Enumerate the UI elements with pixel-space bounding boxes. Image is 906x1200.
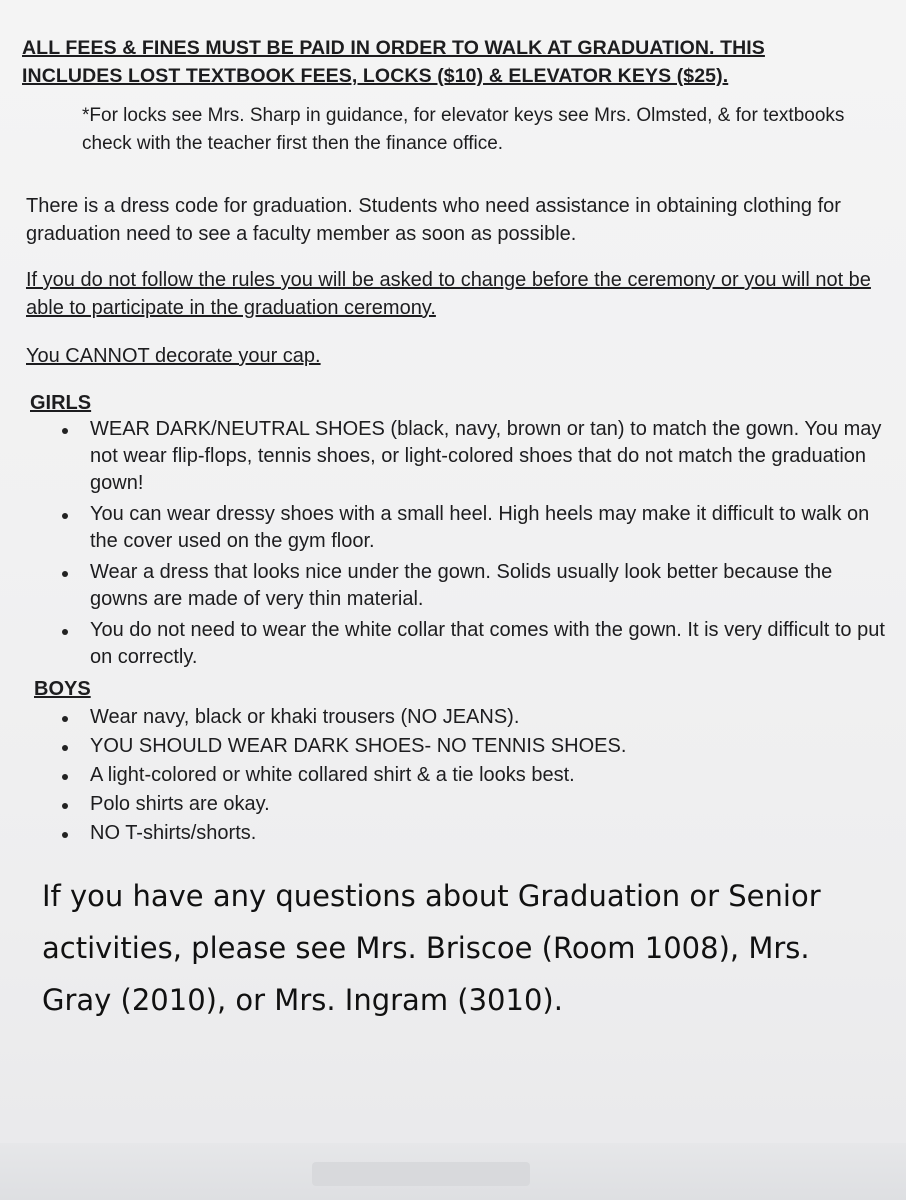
fees-heading-line-2: INCLUDES LOST TEXTBOOK FEES, LOCKS ($10) & ELEVATOR KEYS ($25). [22, 65, 729, 87]
bullet-icon [62, 716, 68, 722]
list-item [62, 501, 892, 555]
fees-heading [22, 34, 890, 90]
contact-paragraph: If you have any questions about Graduation or Senior activities, please see Mrs. Briscoe (Room 1008), Mrs. Gray (2010), or Mrs. Ingram (3010). [42, 879, 821, 1017]
list-item-text: YOU SHOULD WEAR DARK SHOES- NO TENNIS SHOES. [90, 735, 627, 757]
bullet-icon [62, 513, 68, 519]
list-item-text: WEAR DARK/NEUTRAL SHOES (black, navy, brown or tan) to match the gown. You may not wear flip-flops, tennis shoes, or light-colored shoes that do not match the graduation gown! [90, 418, 882, 494]
list-item-text: Wear navy, black or khaki trousers (NO JEANS). [90, 706, 520, 728]
fees-heading-line-1: ALL FEES & FINES MUST BE PAID IN ORDER TO WALK AT GRADUATION. THIS [22, 37, 765, 59]
bullet-icon [62, 832, 68, 838]
list-item-text: You do not need to wear the white collar that comes with the gown. It is very difficult to put on correctly. [90, 619, 885, 668]
fees-note: *For locks see Mrs. Sharp in guidance, for elevator keys see Mrs. Olmsted, & for textbooks check with the teacher first then the finance office. [82, 105, 845, 154]
list-item-text: Wear a dress that looks nice under the gown. Solids usually look better because the gowns are made of very thin material. [90, 561, 833, 610]
list-item-text: Polo shirts are okay. [90, 793, 270, 815]
list-item [62, 791, 862, 818]
list-item [62, 820, 862, 847]
list-item [62, 617, 892, 671]
list-item-text: A light-colored or white collared shirt & a tie looks best. [90, 764, 575, 786]
list-item-text: You can wear dressy shoes with a small heel. High heels may make it difficult to walk on the cover used on the gym floor. [90, 503, 870, 552]
girls-rules-list [62, 416, 892, 675]
list-item [62, 733, 862, 760]
list-item [62, 559, 892, 613]
cap-rule: You CANNOT decorate your cap. [26, 345, 321, 367]
bullet-icon [62, 774, 68, 780]
list-item-text: NO T-shirts/shorts. [90, 822, 257, 844]
paper-tab-shadow [312, 1162, 530, 1186]
bullet-icon [62, 803, 68, 809]
list-item [62, 416, 892, 497]
list-item [62, 704, 862, 731]
rules-warning: If you do not follow the rules you will be asked to change before the ceremony or you will not be able to participate in the graduation ceremony. [26, 269, 871, 319]
bullet-icon [62, 428, 68, 434]
boys-section-title: BOYS [34, 678, 91, 700]
bullet-icon [62, 571, 68, 577]
dress-code-paragraph: There is a dress code for graduation. Students who need assistance in obtaining clothing for graduation need to see a faculty member as soon as possible. [26, 195, 841, 245]
girls-section-title: GIRLS [30, 392, 92, 414]
boys-rules-list [62, 704, 862, 849]
bullet-icon [62, 745, 68, 751]
bullet-icon [62, 629, 68, 635]
list-item [62, 762, 862, 789]
